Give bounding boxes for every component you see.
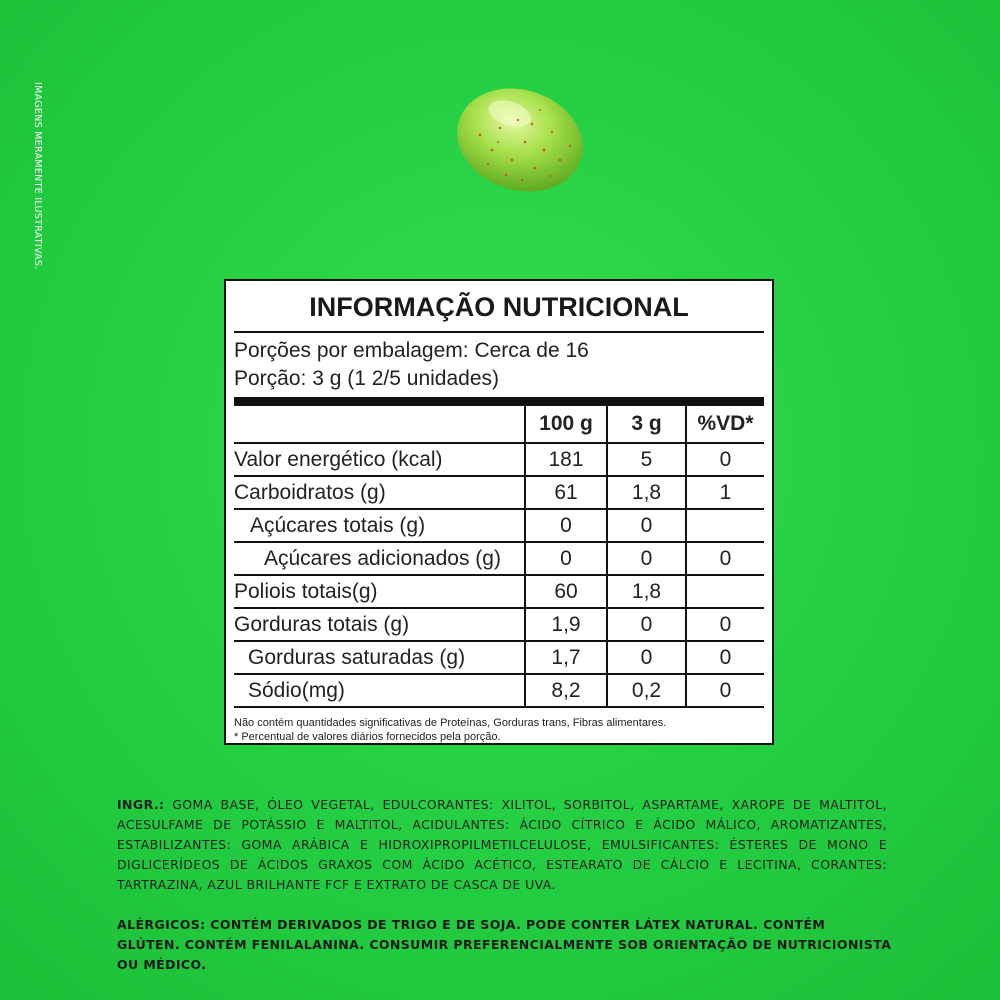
value-vd: 1 bbox=[686, 476, 764, 509]
nutrition-table bbox=[234, 406, 764, 708]
header-vd: %VD* bbox=[686, 406, 764, 443]
value-100g: 8,2 bbox=[525, 674, 607, 707]
value-100g: 0 bbox=[525, 509, 607, 542]
value-vd: 0 bbox=[686, 542, 764, 575]
servings-per-package: Porções por embalagem: Cerca de 16 bbox=[234, 339, 589, 362]
nutrition-title: INFORMAÇÃO NUTRICIONAL bbox=[309, 292, 689, 322]
row-label: Sódio(mg) bbox=[234, 674, 525, 707]
value-vd bbox=[686, 509, 764, 542]
table-row bbox=[234, 641, 764, 674]
table-row bbox=[234, 674, 764, 707]
title-divider bbox=[234, 331, 764, 333]
row-label: Valor energético (kcal) bbox=[234, 443, 525, 476]
row-label: Açúcares adicionados (g) bbox=[234, 542, 525, 575]
allergens-text: ALÉRGICOS: CONTÉM DERIVADOS DE TRIGO E DE SOJA. PODE CONTER LÁTEX NATURAL. CONTÉM GLÚTEN. CONTÉM FENILALANINA. CONSUMIR PREFERENCIALMENTE SOB ORIENTAÇÃO DE NUTRICIONISTA OU MÉDICO. bbox=[117, 917, 892, 972]
value-portion: 0 bbox=[607, 509, 686, 542]
value-100g: 61 bbox=[525, 476, 607, 509]
nutrition-facts-panel bbox=[224, 279, 774, 745]
row-label: Carboidratos (g) bbox=[234, 476, 525, 509]
value-100g: 0 bbox=[525, 542, 607, 575]
value-portion: 0 bbox=[607, 608, 686, 641]
table-row bbox=[234, 509, 764, 542]
gum-candy-image bbox=[440, 80, 600, 200]
value-vd: 0 bbox=[686, 641, 764, 674]
table-row bbox=[234, 476, 764, 509]
value-portion: 1,8 bbox=[607, 575, 686, 608]
row-label: Açúcares totais (g) bbox=[234, 509, 525, 542]
footnotes bbox=[234, 716, 764, 744]
illustrative-disclaimer: IMAGENS MERAMENTE ILUSTRATIVAS. bbox=[32, 82, 43, 270]
value-vd: 0 bbox=[686, 608, 764, 641]
value-100g: 1,9 bbox=[525, 608, 607, 641]
value-vd bbox=[686, 575, 764, 608]
ingredients-text bbox=[117, 795, 887, 895]
table-row bbox=[234, 575, 764, 608]
thick-divider bbox=[234, 397, 764, 406]
header-100g: 100 g bbox=[525, 406, 607, 443]
value-portion: 0 bbox=[607, 641, 686, 674]
value-100g: 60 bbox=[525, 575, 607, 608]
footnote-daily-values: * Percentual de valores diários fornecidos pela porção. bbox=[234, 731, 501, 743]
table-header-row bbox=[234, 406, 764, 443]
value-portion: 5 bbox=[607, 443, 686, 476]
table-row bbox=[234, 542, 764, 575]
footnote-not-significant: Não contém quantidades significativas de Proteínas, Gorduras trans, Fibras alimentares. bbox=[234, 717, 667, 729]
row-label: Gorduras saturadas (g) bbox=[234, 641, 525, 674]
table-row bbox=[234, 608, 764, 641]
value-portion: 0 bbox=[607, 542, 686, 575]
header-blank bbox=[234, 406, 525, 443]
ingredients-list: GOMA BASE, ÓLEO VEGETAL, EDULCORANTES: XILITOL, SORBITOL, ASPARTAME, XAROPE DE MALTITOL, ACESULFAME DE POTÁSSIO E MALTITOL, ACIDULANTES: ÁCIDO CÍTRICO E ÁCIDO MÁLICO, AROMATIZANTES, ESTABILIZANTES: GOMA ARÁBICA E HIDROXIPROPILMETILCELULOSE, EMULSIFICANTES: ÉSTERES DE MONO E DIGLICERÍDEOS DE ÁCIDOS GRAXOS COM ÁCIDO ACÉTICO, ESTEARATO DE CÁLCIO E LECITINA, CORANTES: TARTRAZINA, AZUL BRILHANTE FCF E EXTRATO DE CASCA DE UVA. bbox=[117, 797, 887, 892]
row-label: Gorduras totais (g) bbox=[234, 608, 525, 641]
value-vd: 0 bbox=[686, 674, 764, 707]
value-portion: 0,2 bbox=[607, 674, 686, 707]
value-100g: 1,7 bbox=[525, 641, 607, 674]
header-portion: 3 g bbox=[607, 406, 686, 443]
serving-size: Porção: 3 g (1 2/5 unidades) bbox=[234, 367, 500, 390]
value-portion: 1,8 bbox=[607, 476, 686, 509]
table-row bbox=[234, 443, 764, 476]
ingredients-label: INGR.: bbox=[117, 797, 165, 812]
row-label: Poliois totais(g) bbox=[234, 575, 525, 608]
value-vd: 0 bbox=[686, 443, 764, 476]
value-100g: 181 bbox=[525, 443, 607, 476]
